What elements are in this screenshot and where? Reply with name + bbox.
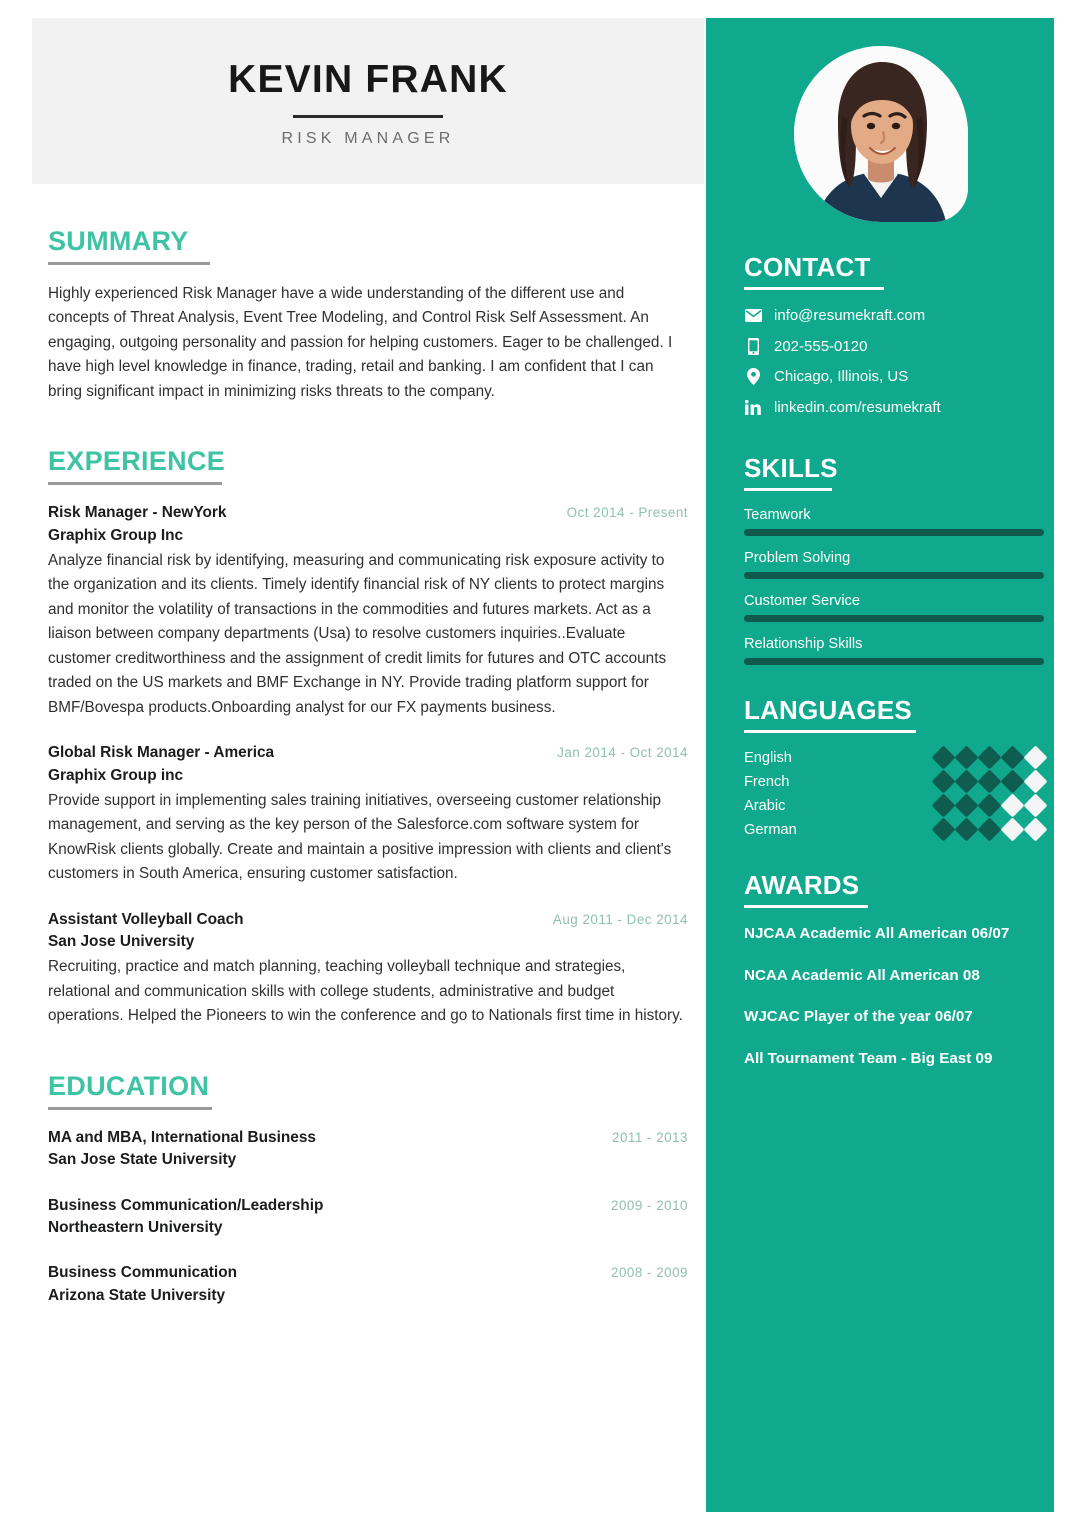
rating-diamond-filled (931, 745, 955, 769)
language-item (744, 797, 1044, 814)
award-item: NCAA Academic All American 08 (744, 966, 980, 984)
education-degree: MA and MBA, International Business (48, 1128, 316, 1146)
awards-heading: AWARDS (744, 870, 860, 900)
language-label: English (744, 749, 792, 766)
education-entry (48, 1127, 688, 1172)
skill-item (744, 593, 1044, 622)
language-rating (935, 749, 1044, 766)
rating-diamond-filled (977, 793, 1001, 817)
rating-diamond-empty (1023, 817, 1047, 841)
rating-diamond-filled (977, 817, 1001, 841)
page-title: KEVIN FRANK (228, 58, 508, 102)
education-date: 2009 - 2010 (611, 1197, 688, 1213)
experience-date: Oct 2014 - Present (566, 505, 688, 521)
experience-job-title: Assistant Volleyball Coach (48, 910, 244, 928)
contact-item-phone[interactable] (744, 337, 1044, 357)
rating-diamond-filled (931, 817, 955, 841)
education-school: Northeastern University (48, 1218, 223, 1236)
skill-label: Teamwork (744, 507, 811, 523)
contact-phone-value: 202-555-0120 (774, 337, 868, 355)
education-entry (48, 1262, 688, 1307)
rating-diamond-filled (954, 745, 978, 769)
location-pin-icon (744, 368, 762, 385)
languages-heading: LANGUAGES (744, 695, 912, 725)
skills-heading: SKILLS (744, 453, 838, 483)
education-date: 2011 - 2013 (612, 1129, 688, 1145)
rating-diamond-filled (977, 745, 1001, 769)
award-item: All Tournament Team - Big East 09 (744, 1049, 993, 1067)
experience-company: San Jose University (48, 933, 195, 951)
section-education (48, 1070, 688, 1307)
skills-heading-rule (744, 488, 832, 491)
experience-date: Aug 2011 - Dec 2014 (552, 911, 688, 927)
skill-label: Problem Solving (744, 550, 851, 566)
section-awards (744, 872, 1044, 1069)
experience-job-title: Risk Manager - NewYork (48, 504, 227, 522)
section-languages (744, 697, 1044, 838)
education-date: 2008 - 2009 (611, 1265, 688, 1281)
rating-diamond-empty (1000, 793, 1024, 817)
section-experience (48, 448, 688, 1029)
experience-entry (48, 742, 688, 887)
language-label: French (744, 773, 790, 790)
skill-label: Relationship Skills (744, 636, 863, 652)
experience-entry (48, 502, 688, 720)
experience-entry (48, 909, 688, 1029)
summary-heading-rule (48, 262, 210, 265)
summary-heading: SUMMARY (48, 226, 189, 256)
profile-photo (794, 46, 968, 222)
skill-item (744, 550, 1044, 579)
experience-company: Graphix Group inc (48, 766, 184, 784)
contact-item-location[interactable] (744, 367, 1044, 387)
awards-heading-rule (744, 905, 868, 908)
language-item (744, 749, 1044, 766)
rating-diamond-filled (977, 769, 1001, 793)
experience-entry-header (48, 909, 688, 931)
rating-diamond-filled (954, 793, 978, 817)
rating-diamond-filled (931, 769, 955, 793)
experience-description: Recruiting, practice and match planning, teaching volleyball technique and strategies, relational and communication skills with college students, administrative and budget operations. Helped the Pioneers to win the conference and go to Nationals first time in history. (48, 958, 683, 1025)
education-entry (48, 1195, 688, 1240)
name-divider (293, 115, 443, 118)
avatar (794, 46, 968, 222)
contact-item-email[interactable] (744, 306, 1044, 326)
summary-text: Highly experienced Risk Manager have a wide understanding of the different use and concepts of Threat Analysis, Event Tree Modeling, and Control Risk Self Assessment. An engaging, outgoing personality and passion for helping customers. Eager to be challenged. I have high level knowledge in finance, trading, retail and banking. I am confident that I can bring significant impact in minimizing risks threats to the company. (48, 285, 673, 400)
experience-description: Provide support in implementing sales training initiatives, overseeing customer relationship management, and serving as the key person of the Salesforce.com software system for KnowRisk clients globally. Create and maintain a positive impression with clients and client's customers in South America, ensuring customer satisfaction. (48, 791, 672, 883)
skill-level-bar (744, 615, 1044, 622)
job-title: RISK MANAGER (281, 129, 455, 147)
linkedin-icon (744, 400, 762, 415)
rating-diamond-filled (1000, 745, 1024, 769)
skill-item (744, 636, 1044, 665)
rating-diamond-filled (954, 817, 978, 841)
section-skills (744, 455, 1044, 665)
education-entry-header (48, 1127, 688, 1149)
language-rating (935, 821, 1044, 838)
contact-item-linkedin[interactable] (744, 398, 1044, 418)
education-heading: EDUCATION (48, 1070, 210, 1101)
rating-diamond-empty (1023, 745, 1047, 769)
experience-job-title: Global Risk Manager - America (48, 744, 275, 762)
education-school: Arizona State University (48, 1286, 226, 1304)
award-item: NJCAA Academic All American 06/07 (744, 925, 1010, 942)
experience-heading-rule (48, 482, 222, 485)
skill-level-bar (744, 572, 1044, 579)
skill-label: Customer Service (744, 593, 860, 609)
education-heading-rule (48, 1107, 212, 1110)
education-degree: Business Communication/Leadership (48, 1196, 324, 1214)
rating-diamond-filled (954, 769, 978, 793)
skill-level-bar (744, 529, 1044, 536)
profile-photo-illustration (794, 46, 968, 222)
languages-heading-rule (744, 730, 916, 733)
contact-email-value: info@resumekraft.com (774, 307, 926, 324)
contact-heading: CONTACT (744, 252, 871, 282)
left-column (32, 18, 704, 1518)
rating-diamond-empty (1000, 817, 1024, 841)
experience-date: Jan 2014 - Oct 2014 (557, 745, 688, 761)
rating-diamond-empty (1023, 769, 1047, 793)
language-item (744, 773, 1044, 790)
section-summary (48, 228, 688, 404)
language-label: German (744, 821, 797, 838)
education-entry-header (48, 1262, 688, 1284)
left-body (32, 228, 704, 1307)
experience-heading: EXPERIENCE (48, 446, 226, 477)
experience-entry-header (48, 502, 688, 524)
education-entry-header (48, 1195, 688, 1217)
rating-diamond-filled (1000, 769, 1024, 793)
name-header-block (32, 18, 704, 184)
mobile-phone-icon (744, 338, 762, 355)
rating-diamond-empty (1023, 793, 1047, 817)
education-degree: Business Communication (48, 1264, 237, 1282)
experience-description: Analyze financial risk by identifying, measuring and communicating risk exposure activity to the organization and its clients. Timely identify financial risk of NY clients to protect margins and monitor the volatility of transactions in the commodities and futures markets. Act as a liaison between company departments (Usa) to resolve customers inquiries..Evaluate customer creditworthiness and the assignment of credit limits for futures and OTC accounts traded on the US markets and BMF Exchange in NY. Provide trading platform support for BMF/Bovespa products.Onboarding analyst for our FX payments business. (48, 552, 667, 716)
sidebar-body (744, 254, 1044, 1090)
education-school: San Jose State University (48, 1151, 237, 1169)
award-item: WJCAC Player of the year 06/07 (744, 1008, 973, 1026)
contact-heading-rule (744, 287, 884, 290)
sidebar (706, 18, 1054, 1512)
language-item (744, 821, 1044, 838)
experience-company: Graphix Group Inc (48, 526, 184, 544)
experience-entry-header (48, 742, 688, 764)
envelope-icon (744, 309, 762, 322)
rating-diamond-filled (931, 793, 955, 817)
language-label: Arabic (744, 797, 786, 814)
skill-level-bar (744, 658, 1044, 665)
contact-linkedin-value: linkedin.com/resumekraft (774, 398, 941, 416)
contact-location-value: Chicago, Illinois, US (774, 368, 909, 385)
language-rating (935, 773, 1044, 790)
skill-item (744, 507, 1044, 536)
section-contact (744, 254, 1044, 417)
language-rating (935, 797, 1044, 814)
